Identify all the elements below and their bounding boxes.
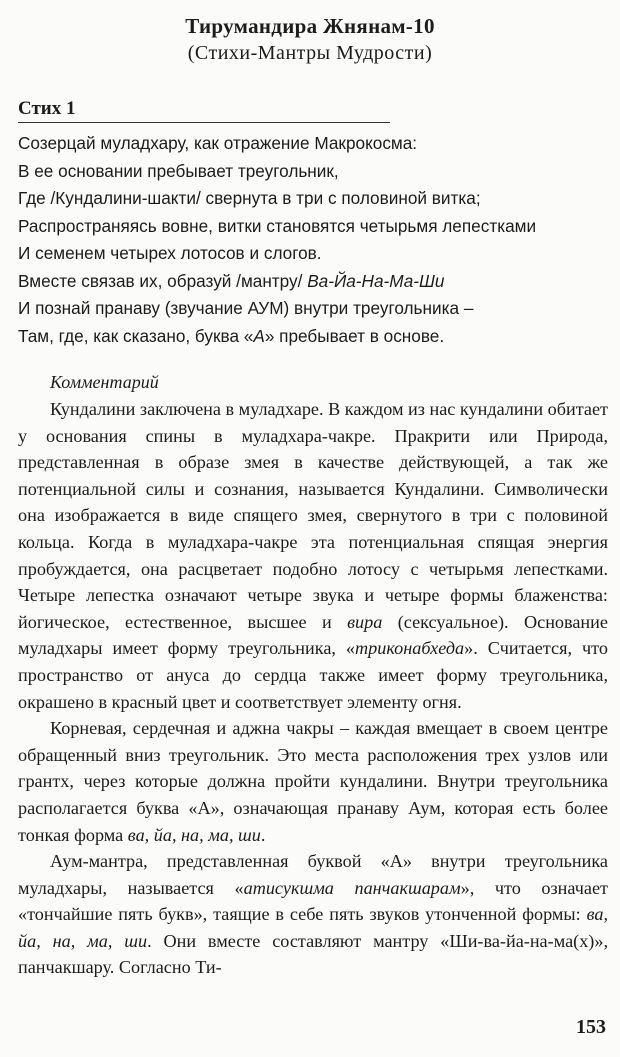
verse-line-text: » пребывает в основе. — [264, 325, 445, 346]
verse-heading: Стих 1 — [18, 98, 390, 123]
commentary-paragraph — [18, 848, 608, 981]
italic-term: вира — [347, 611, 383, 632]
italic-term: ва, йа, на, ма, ши — [127, 824, 261, 845]
commentary-paragraph — [18, 715, 608, 848]
verse-line: И семенем четырех лотосов и слогов. — [18, 243, 322, 263]
text-run: ». Считается, что пространство от ануса до сердца также имеет форму треугольника, окрашено в красный цвет и соответствует элементу огня. — [18, 638, 608, 712]
verse-line: И познай пранаву (звучание АУМ) внутри треугольника – — [18, 298, 474, 318]
verse-line: Где /Кундалини-шакти/ свернута в три с половиной витка; — [18, 188, 481, 208]
italic-term: атисукшма панчакшарам — [243, 877, 461, 898]
text-run: Аум-мантра, представленная буквой «А» внутри треугольника муладхары, называется « — [18, 851, 608, 898]
text-run: », что означает «тончайшие пять букв», таящие в себе пять звуков утонченной формы: — [18, 877, 609, 925]
verse-line — [18, 323, 618, 351]
commentary-heading: Комментарий — [50, 372, 159, 392]
verse-line: В ее основании пребывает треугольник, — [18, 160, 339, 181]
text-run: Корневая, сердечная и аджна чакры – каждая вмещает в своем центре обращенный вниз треугольник. Это места расположения трех узлов или грантх, через которые должна пройти кундалини. Внутри треугольника располагается буква «А», означающая пранаву Аум, которая есть более тонкая форма — [18, 718, 608, 845]
page-subtitle: (Стихи-Мантры Мудрости) — [187, 42, 433, 64]
commentary-body — [18, 396, 608, 981]
text-run: (сексуальное). Основание муладхары имеет форму треугольника, « — [18, 611, 608, 659]
italic-term: триконабхеда — [355, 638, 465, 659]
verse-line-text: Вместе связав их, образуй /мантру/ — [18, 270, 308, 291]
verse-line-text: Там, где, как сказано, буква « — [18, 325, 254, 346]
page-title: Тирумандира Жнянам-10 — [185, 14, 435, 38]
verse-text — [18, 130, 618, 350]
page-number: 153 — [576, 1016, 606, 1038]
text-run: Кундалини заключена в муладхаре. В каждом из нас кундалини обитает у основания спины в муладхара-чакре. Пракрити или Природа, представленная в образе змея в качестве действующей, а так же потенциальной силы и сознания, называется Кундалини. Символически она изображается в виде спящего змея, свернутого в три с половиной кольца. Когда в муладхара-чакре эта потенциальная спящая энергия пробуждается, она расцветает подобно лотосу с четырьмя лепестками. Четыре лепестка означают четыре звука и четыре формы блаженства: йогическое, естественное, высшее и — [18, 399, 608, 632]
text-run: . — [260, 824, 266, 845]
letter-a: А — [253, 325, 265, 346]
mantra-syllables: Ва-Йа-На-Ма-Ши — [307, 270, 445, 291]
verse-line — [18, 268, 618, 296]
commentary-paragraph — [18, 396, 608, 715]
text-run: . Они вместе составляют мантру «Ши-ва-йа-на-ма(х)», панчакшару. Согласно Ти- — [18, 930, 608, 978]
italic-term: ва, йа, на, ма, ши — [18, 904, 608, 951]
verse-line: Распространяясь вовне, витки становятся четырьмя лепестками — [18, 215, 537, 236]
verse-line: Созерцай муладхару, как отражение Макрокосма: — [18, 133, 418, 153]
